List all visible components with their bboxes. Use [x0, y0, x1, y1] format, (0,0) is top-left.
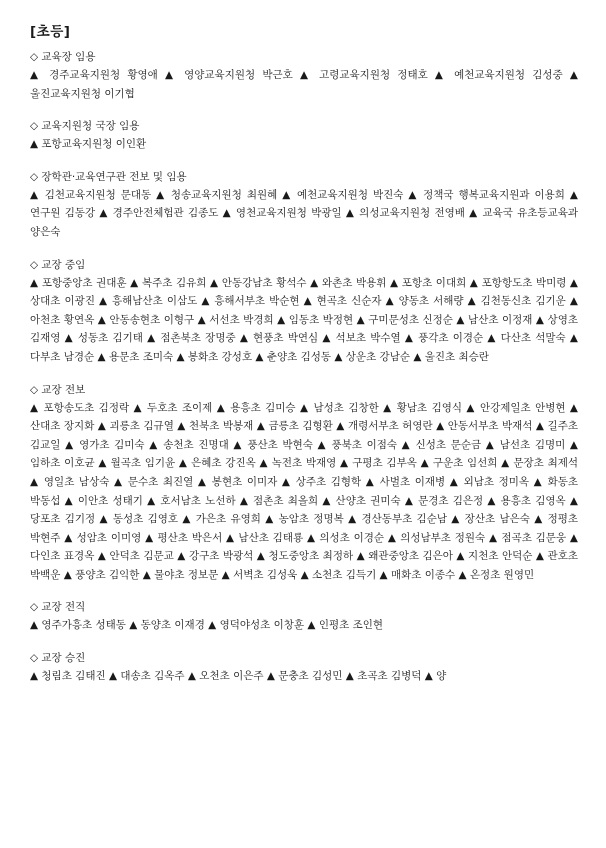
- section-heading: ◇ 교육장 임용: [30, 51, 96, 63]
- section-body: ▲ 경주교육지원청 황영애 ▲ 영양교육지원청 박근호 ▲ 고령교육지원청 정태호 ▲ 예천교육지원청 김성중 ▲ 울진교육지원청 이기협: [30, 69, 578, 100]
- section-heading: ◇ 장학관·교육연구관 전보 및 임용: [30, 170, 187, 183]
- section-heading: ◇ 교장 전직: [30, 601, 86, 614]
- document-page: [30, 22, 578, 700]
- section-body: ▲ 청림초 김태진 ▲ 대송초 김옥주 ▲ 오천초 이은주 ▲ 문충초 김성민 ▲ 초곡초 김병덕 ▲ 양: [30, 670, 447, 683]
- section-principal-reassignment: [30, 598, 578, 635]
- section-body: ▲ 김천교육지원청 문대동 ▲ 청송교육지원청 최원혜 ▲ 예천교육지원청 박진숙 ▲ 정책국 행복교육지원과 이용희 ▲ 연구원 김동강 ▲ 경주안전체험관 김종도 ▲ 영천교육지원청 박광일 ▲ 의성교육지원청 전영배 ▲ 교육국 유초등교육과 양은숙: [30, 188, 578, 238]
- document-title: [초등]: [30, 24, 71, 40]
- section-superintendent-appointment: [30, 48, 578, 103]
- section-heading: ◇ 교장 중임: [30, 258, 86, 271]
- section-body: ▲ 영주가흥초 성태동 ▲ 동양초 이재경 ▲ 영덕야성초 이창훈 ▲ 인평초 조인현: [30, 619, 384, 632]
- section-heading: ◇ 교장 승진: [30, 652, 86, 665]
- section-principal-transfer: [30, 381, 578, 585]
- section-director-appointment: [30, 117, 578, 154]
- section-heading: ◇ 교육지원청 국장 임용: [30, 120, 140, 133]
- section-heading: ◇ 교장 전보: [30, 383, 86, 396]
- section-body: ▲ 포항교육지원청 이인환: [30, 138, 147, 151]
- section-body: ▲ 포항송도초 김정락 ▲ 두호초 조이제 ▲ 용흥초 김미승 ▲ 남성초 김창한 ▲ 황남초 김영식 ▲ 안강제일초 안병현 ▲ 산대초 장지화 ▲ 괴릉초 김규열 ▲ 천북초 박봉재 ▲ 금릉초 김형환 ▲ 개령서부초 허영란 ▲ 안동서부초 박재석 ▲ 길주초 김교일 ▲ 영가초 김미숙 ▲ 송천초 진명대 ▲ 풍산초 박현숙 ▲ 풍북초 이점숙 ▲ 신성초 문순금 ▲ 남선초 김명미 ▲ 임하초 이호균 ▲ 월곡초 임기윤 ▲ 은혜초 강진옥 ▲ 녹전초 박재영 ▲ 구평초 김부옥 ▲ 구운초 임선희 ▲ 문장초 최제석 ▲ 영일초 남상숙 ▲ 문수초 최진열 ▲ 봉현초 이미자 ▲ 상주초 김형학 ▲ 사벌초 이재병 ▲ 외남초 정미옥 ▲ 화동초 박동섭 ▲ 이안초 성태기 ▲ 호서남초 노선하 ▲ 점촌초 최올희 ▲ 산양초 권미숙 ▲ 문경초 김은정 ▲ 용흥초 김영옥 ▲ 당포초 김기정 ▲ 동성초 김영호 ▲ 가은초 유영희 ▲ 농암초 정명복 ▲ 경산동부초 김순남 ▲ 장산초 남은숙 ▲ 정평초 박현주 ▲ 성암초 이미영 ▲ 평산초 박은서 ▲ 남산초 김태룡 ▲ 의성초 이경순 ▲ 의성남부초 정원숙 ▲ 점곡초 김문웅 ▲ 다인초 표경옥 ▲ 안덕초 김문교 ▲ 강구초 박광석 ▲ 청도중앙초 최정하 ▲ 왜관중앙초 김은아 ▲ 지천초 안덕순 ▲ 관호초 박백운 ▲ 풍양초 김익한 ▲ 물야초 정보문 ▲ 서벽초 김성욱 ▲ 소천초 김득기 ▲ 매화초 이종수 ▲ 온정초 원영민: [30, 401, 578, 581]
- section-principal-reappointment: [30, 256, 578, 367]
- section-body: ▲ 포항중앙초 권대훈 ▲ 복주초 김유희 ▲ 안동강남초 황석수 ▲ 와촌초 박용휘 ▲ 포항초 이대희 ▲ 포항항도초 박미령 ▲ 상대초 이광진 ▲ 흥해남산초 이삼도 ▲ 흥해서부초 박순현 ▲ 현곡초 신순자 ▲ 양동초 서해량 ▲ 김천동신초 김기운 ▲ 아천초 황연옥 ▲ 안동송현초 이형구 ▲ 서선초 박경희 ▲ 임동초 박정현 ▲ 구미문성초 신정순 ▲ 남산초 이정재 ▲ 상영초 김재영 ▲ 성동초 김기태 ▲ 점촌북초 장명중 ▲ 현풍초 박연심 ▲ 석보초 박수열 ▲ 풍각초 이경순 ▲ 다산초 석말숙 ▲ 다부초 남경순 ▲ 용문초 조미숙 ▲ 봉화초 강성호 ▲ 춘양초 김성동 ▲ 상운초 강남순 ▲ 울진초 최승란: [30, 276, 578, 363]
- section-principal-promotion: [30, 649, 578, 686]
- section-supervisor-transfer: [30, 168, 578, 242]
